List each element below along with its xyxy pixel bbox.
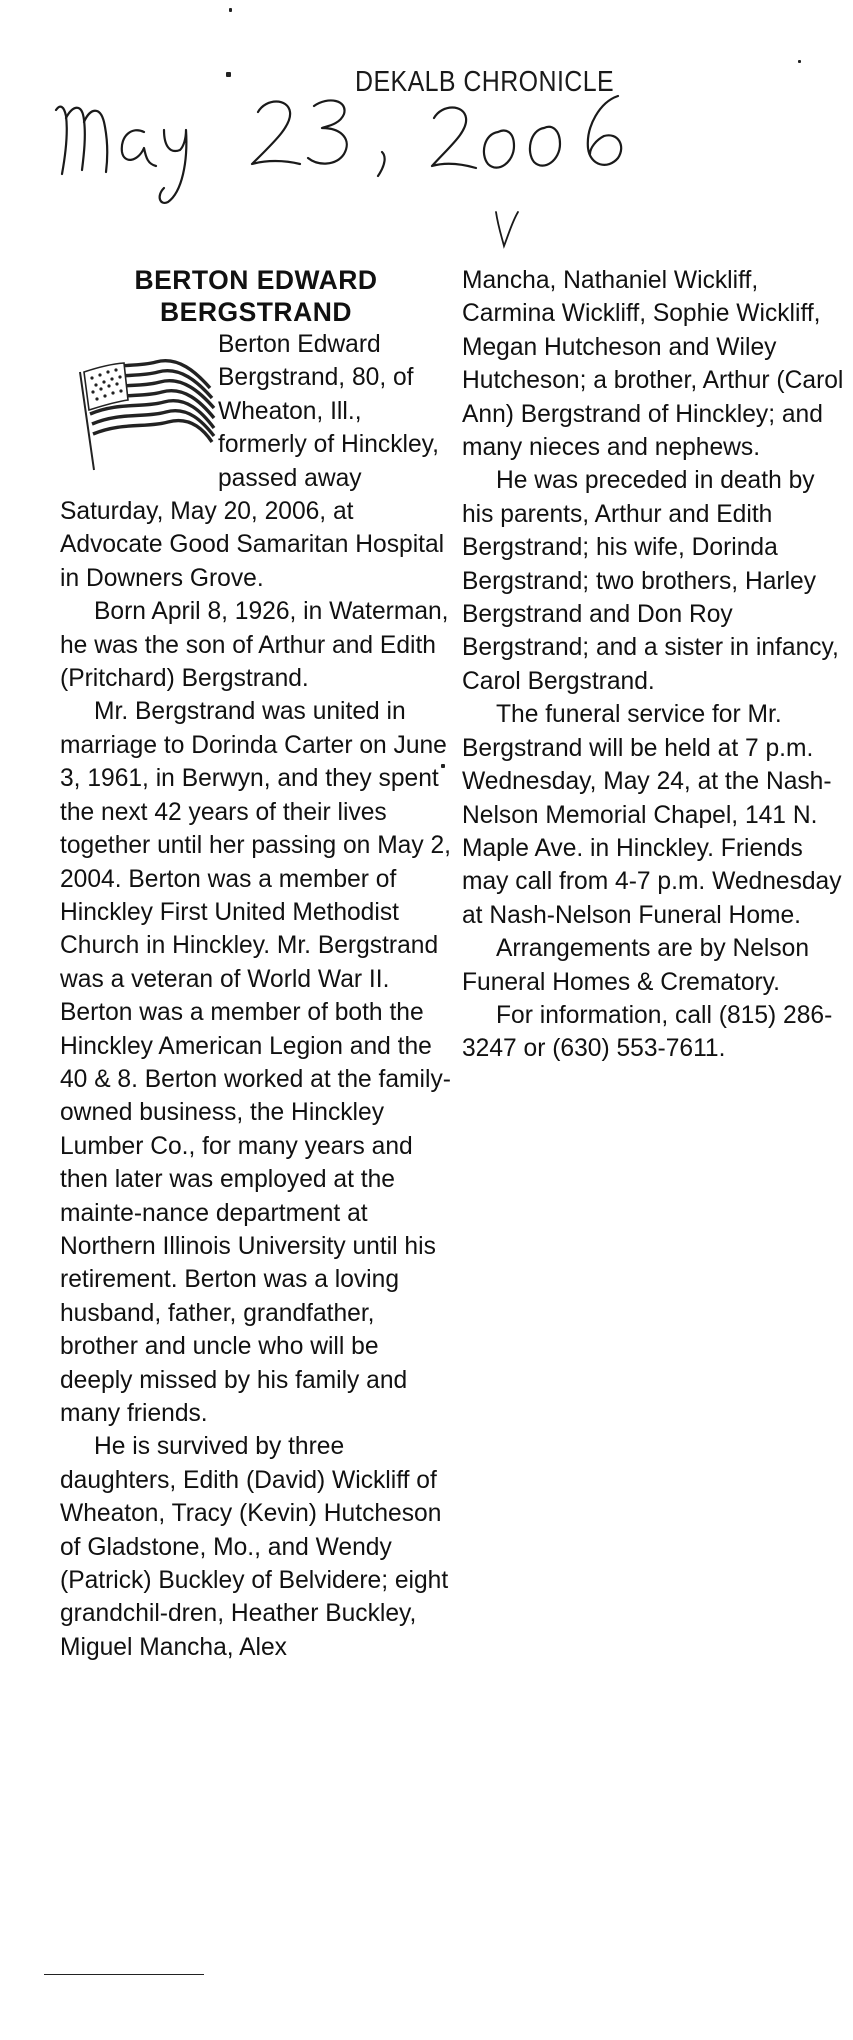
obituary-headline — [60, 264, 452, 328]
obituary-paragraph: Arrangements are by Nelson Funeral Homes & Crematory. — [462, 935, 810, 996]
headline-line-2: BERGSTRAND — [160, 297, 352, 327]
obituary-paragraph: He was preceded in death by his parents, Arthur and Edith Bergstrand; his wife, Dorinda Bergstrand; two brothers, Harley Bergstrand and Don Roy Bergstrand; and a sister in infancy, Carol Bergstrand. — [462, 467, 839, 695]
obituary-paragraph: He is survived by three daughters, Edith (David) Wickliff of Wheaton, Tracy (Kevin) Hutcheson of Gladstone, Mo., and Wendy (Patrick) Buckley of Belvidere; eight grandchil-dren, Heather Buckley, Miguel Mancha, Alex — [60, 1433, 449, 1661]
obituary-paragraph: Mr. Bergstrand was united in marriage to Dorinda Carter on June 3, 1961, in Berwyn, and they spent the next 42 years of their lives together until her passing on May 2, 2004. Berton was a member of Hinckley First United Methodist Church in Hinckley. Mr. Bergstrand was a veteran of World War II. Berton was a member of both the Hinckley American Legion and the 40 & 8. Berton worked at the family-owned business, the Hinckley Lumber Co., for many years and then later was employed at the mainte-nance department at Northern Illinois University until his retirement. Berton was a loving husband, father, grandfather, brother and uncle who will be deeply missed by his family and many friends. — [60, 698, 452, 1427]
speck — [226, 72, 231, 77]
obituary-paragraph: Berton Edward Bergstrand, 80, of Wheaton, Ill., formerly of Hinckley, passed away Saturday, May 20, 2006, at Advocate Good Samaritan Hospital in Downers Grove. — [60, 331, 445, 592]
handwritten-date-signature — [52, 92, 692, 212]
handwritten-check-mark — [490, 208, 524, 250]
speck — [229, 8, 232, 12]
obituary-paragraph: For information, call (815) 286-3247 or (630) 553-7611. — [462, 1001, 833, 1063]
bottom-rule — [44, 1974, 204, 1975]
masthead: DEKALB CHRONICLE — [355, 66, 615, 98]
obituary-paragraph: Born April 8, 1926, in Waterman, he was the son of Arthur and Edith (Pritchard) Bergstrand. — [60, 598, 449, 693]
headline-line-1: BERTON EDWARD — [134, 265, 378, 295]
obituary-column-left — [60, 264, 452, 1664]
speck — [798, 60, 801, 63]
american-flag-icon — [58, 332, 218, 474]
obituary-column-right — [462, 264, 847, 1066]
obituary-paragraph: The funeral service for Mr. Bergstrand will be held at 7 p.m. Wednesday, May 24, at the Nash-Nelson Memorial Chapel, 141 N. Maple Ave. in Hinckley. Friends may call from 4-7 p.m. Wednesday at Nash-Nelson Funeral Home. — [462, 701, 842, 929]
obituary-paragraph: Mancha, Nathaniel Wickliff, Carmina Wickliff, Sophie Wickliff, Megan Hutcheson and Wiley Hutcheson; a brother, Arthur (Carol Ann) Bergstrand of Hinckley; and many nieces and nephews. — [462, 267, 844, 462]
